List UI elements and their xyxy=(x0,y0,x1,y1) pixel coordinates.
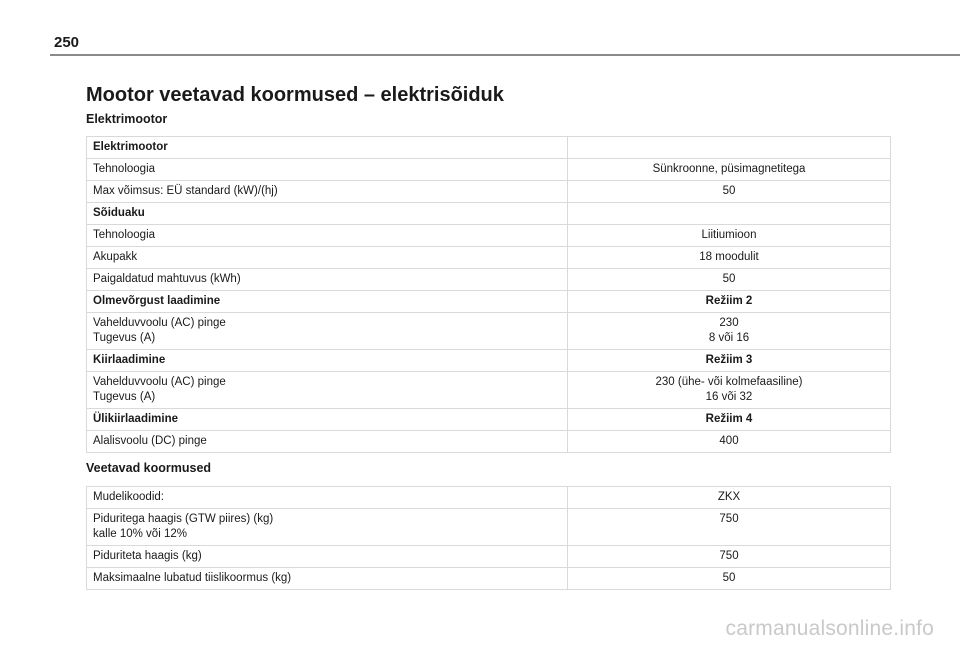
table-row xyxy=(87,225,891,247)
table-row xyxy=(87,546,891,568)
table-row xyxy=(87,568,891,590)
row-value: 400 xyxy=(719,435,739,447)
row-label-cell xyxy=(87,137,568,159)
row-label-cell xyxy=(87,409,568,431)
row-label-cell xyxy=(87,291,568,313)
row-label-cell xyxy=(87,203,568,225)
row-label-cell xyxy=(87,431,568,453)
row-label: Kiirlaadimine xyxy=(93,354,166,366)
row-value-cell xyxy=(568,181,891,203)
row-value: 750 xyxy=(719,550,739,562)
watermark: carmanualsonline.info xyxy=(725,617,934,640)
row-label: Piduriteta haagis (kg) xyxy=(93,550,202,562)
row-label-cell xyxy=(87,313,568,350)
row-value: Režiim 3 xyxy=(705,354,753,366)
row-value-cell xyxy=(568,269,891,291)
row-label-cell xyxy=(87,487,568,509)
row-label: Max võimsus: EÜ standard (kW)/(hj) xyxy=(93,185,278,197)
table-row xyxy=(87,181,891,203)
row-value: 16 või 32 xyxy=(705,391,753,403)
row-value: 50 xyxy=(722,185,736,197)
row-value-cell xyxy=(568,203,891,225)
row-value-cell xyxy=(568,137,891,159)
table-row xyxy=(87,159,891,181)
row-value-cell xyxy=(568,509,891,546)
row-value: 230 xyxy=(719,317,739,329)
row-label: Paigaldatud mahtuvus (kWh) xyxy=(93,273,241,285)
row-value: 18 moodulit xyxy=(699,251,759,263)
row-value: Sünkroonne, püsimagnetitega xyxy=(652,163,806,175)
row-label-cell xyxy=(87,269,568,291)
table-subheader-row xyxy=(87,350,891,372)
row-value-cell xyxy=(568,568,891,590)
row-label-cell xyxy=(87,546,568,568)
row-value: 50 xyxy=(722,273,736,285)
table-subheader-row xyxy=(87,409,891,431)
row-label-cell xyxy=(87,159,568,181)
row-label-cell xyxy=(87,181,568,203)
table-row xyxy=(87,313,891,350)
row-label: Vahelduvvoolu (AC) pinge xyxy=(93,317,226,329)
row-label-cell xyxy=(87,372,568,409)
table-row xyxy=(87,372,891,409)
row-value: ZKX xyxy=(717,491,741,503)
row-value: 230 (ühe- või kolmefaasiline) xyxy=(655,376,803,388)
row-value: Liitiumioon xyxy=(701,229,757,241)
row-value-cell xyxy=(568,409,891,431)
row-value-cell xyxy=(568,546,891,568)
row-label-cell xyxy=(87,225,568,247)
table-subheader-row xyxy=(87,137,891,159)
section-heading-electric-motor: Elektrimootor xyxy=(86,112,168,126)
row-value-cell xyxy=(568,372,891,409)
row-value: Režiim 2 xyxy=(705,295,753,307)
row-label: Tehnoloogia xyxy=(93,163,156,175)
row-value-cell xyxy=(568,487,891,509)
table-row xyxy=(87,487,891,509)
row-label-cell xyxy=(87,568,568,590)
row-value-cell xyxy=(568,159,891,181)
row-label-cell xyxy=(87,350,568,372)
row-label-cell xyxy=(87,247,568,269)
electric-motor-spec-table xyxy=(86,136,891,453)
row-value-cell xyxy=(568,225,891,247)
row-label: Olmevõrgust laadimine xyxy=(93,295,221,307)
row-value-cell xyxy=(568,313,891,350)
row-label: Tugevus (A) xyxy=(93,332,156,344)
row-value: 750 xyxy=(719,513,739,525)
row-label: Piduritega haagis (GTW piires) (kg) xyxy=(93,513,274,525)
row-value: 50 xyxy=(722,572,736,584)
header-divider xyxy=(50,54,960,56)
table-row xyxy=(87,431,891,453)
row-label: kalle 10% või 12% xyxy=(93,528,187,540)
row-label: Tugevus (A) xyxy=(93,391,156,403)
table-row xyxy=(87,509,891,546)
page-title: Mootor veetavad koormused – elektrisõiduk xyxy=(86,84,504,106)
row-label: Maksimaalne lubatud tiislikoormus (kg) xyxy=(93,572,292,584)
row-label: Vahelduvvoolu (AC) pinge xyxy=(93,376,226,388)
row-label: Akupakk xyxy=(93,251,138,263)
page-number: 250 xyxy=(54,34,80,51)
row-value-cell xyxy=(568,431,891,453)
row-value-cell xyxy=(568,291,891,313)
table-subheader-row xyxy=(87,291,891,313)
row-value: Režiim 4 xyxy=(705,413,753,425)
row-value: 8 või 16 xyxy=(708,332,750,344)
table-subheader-row xyxy=(87,203,891,225)
row-label: Mudelikoodid: xyxy=(93,491,164,503)
row-label: Elektrimootor xyxy=(93,141,168,153)
table-row xyxy=(87,247,891,269)
row-label: Alalisvoolu (DC) pinge xyxy=(93,435,207,447)
row-value-cell xyxy=(568,350,891,372)
row-label: Ülikiirlaadimine xyxy=(93,413,179,425)
row-label: Sõiduaku xyxy=(93,207,145,219)
table-row xyxy=(87,269,891,291)
section-heading-towing-loads: Veetavad koormused xyxy=(86,461,212,475)
row-label-cell xyxy=(87,509,568,546)
row-label: Tehnoloogia xyxy=(93,229,156,241)
row-value-cell xyxy=(568,247,891,269)
towing-loads-spec-table xyxy=(86,486,891,590)
